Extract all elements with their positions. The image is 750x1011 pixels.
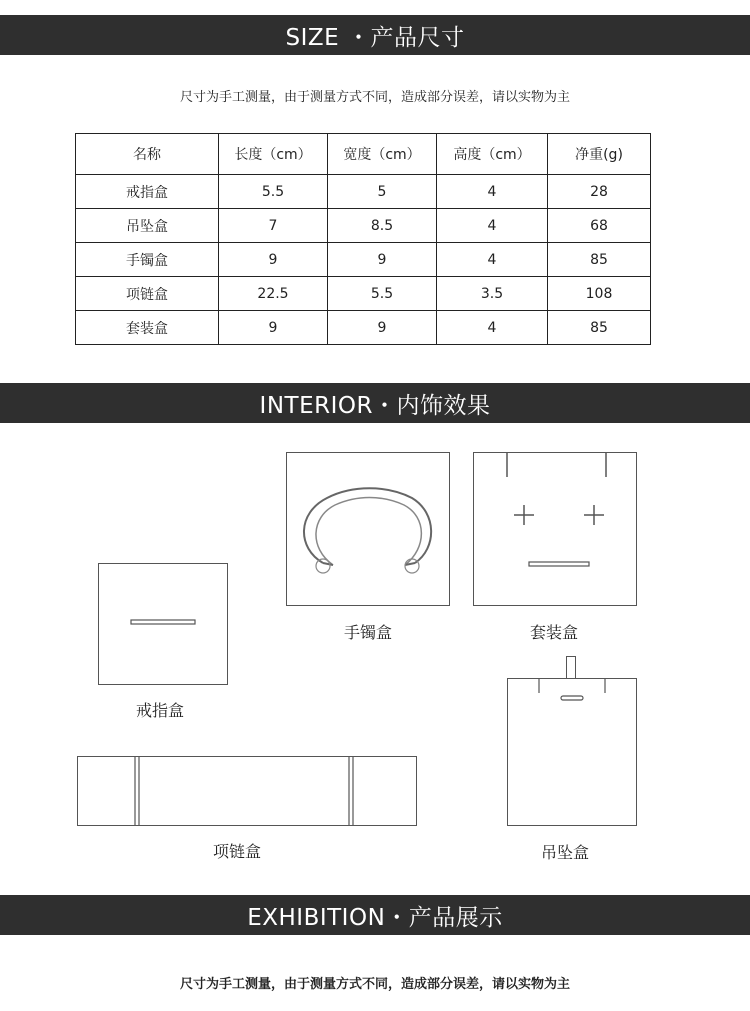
table-row	[76, 175, 651, 209]
column-header: 名称	[76, 134, 219, 175]
table-cell: 4	[437, 175, 548, 209]
table-cell: 戒指盒	[76, 175, 219, 209]
interior-banner-title: INTERIOR・内饰效果	[259, 392, 491, 419]
set-insert-icon	[474, 453, 636, 605]
table-row	[76, 277, 651, 311]
exhibition-note: 尺寸为手工测量，由于测量方式不同，造成部分误差，请以实物为主	[179, 977, 570, 992]
necklace-box-illustration	[77, 756, 417, 826]
necklace-box-label: 项链盒	[213, 842, 262, 861]
exhibition-banner-title: EXHIBITION・产品展示	[247, 904, 503, 931]
table-cell: 9	[328, 243, 437, 277]
pendant-tab-icon	[566, 656, 576, 678]
table-cell: 4	[437, 311, 548, 345]
table-cell: 68	[548, 209, 651, 243]
interior-banner	[0, 383, 750, 423]
table-cell: 5.5	[328, 277, 437, 311]
table-row	[76, 243, 651, 277]
table-cell: 9	[219, 243, 328, 277]
set-box-label: 套装盒	[530, 623, 579, 642]
necklace-insert-icon	[78, 757, 416, 825]
table-cell: 项链盒	[76, 277, 219, 311]
table-cell: 28	[548, 175, 651, 209]
pendant-insert-icon	[508, 679, 636, 825]
size-note: 尺寸为手工测量，由于测量方式不同，造成部分误差，请以实物为主	[179, 90, 570, 105]
column-header: 长度（cm）	[219, 134, 328, 175]
table-cell: 手镯盒	[76, 243, 219, 277]
table-cell: 7	[219, 209, 328, 243]
exhibition-banner	[0, 895, 750, 935]
bracelet-box-label: 手镯盒	[344, 623, 393, 642]
table-cell: 22.5	[219, 277, 328, 311]
table-cell: 85	[548, 311, 651, 345]
size-banner-title: SIZE ・产品尺寸	[285, 24, 465, 51]
bracelet-icon	[287, 453, 449, 605]
table-cell: 吊坠盒	[76, 209, 219, 243]
ring-slot-icon	[99, 564, 227, 684]
column-header: 净重(g)	[548, 134, 651, 175]
size-table	[75, 133, 651, 345]
ring-box-label: 戒指盒	[136, 701, 185, 720]
size-banner	[0, 15, 750, 55]
table-cell: 5	[328, 175, 437, 209]
bracelet-box-illustration	[286, 452, 450, 606]
table-cell: 8.5	[328, 209, 437, 243]
table-row	[76, 311, 651, 345]
set-box-illustration	[473, 452, 637, 606]
pendant-box-illustration	[507, 678, 637, 826]
table-cell: 4	[437, 243, 548, 277]
table-cell: 3.5	[437, 277, 548, 311]
table-cell: 5.5	[219, 175, 328, 209]
table-cell: 套装盒	[76, 311, 219, 345]
table-cell: 9	[328, 311, 437, 345]
table-row	[76, 209, 651, 243]
table-cell: 4	[437, 209, 548, 243]
table-cell: 108	[548, 277, 651, 311]
table-cell: 85	[548, 243, 651, 277]
pendant-box-label: 吊坠盒	[541, 843, 590, 862]
column-header: 宽度（cm）	[328, 134, 437, 175]
column-header: 高度（cm）	[437, 134, 548, 175]
table-cell: 9	[219, 311, 328, 345]
table-header-row	[76, 134, 651, 175]
ring-box-illustration	[98, 563, 228, 685]
